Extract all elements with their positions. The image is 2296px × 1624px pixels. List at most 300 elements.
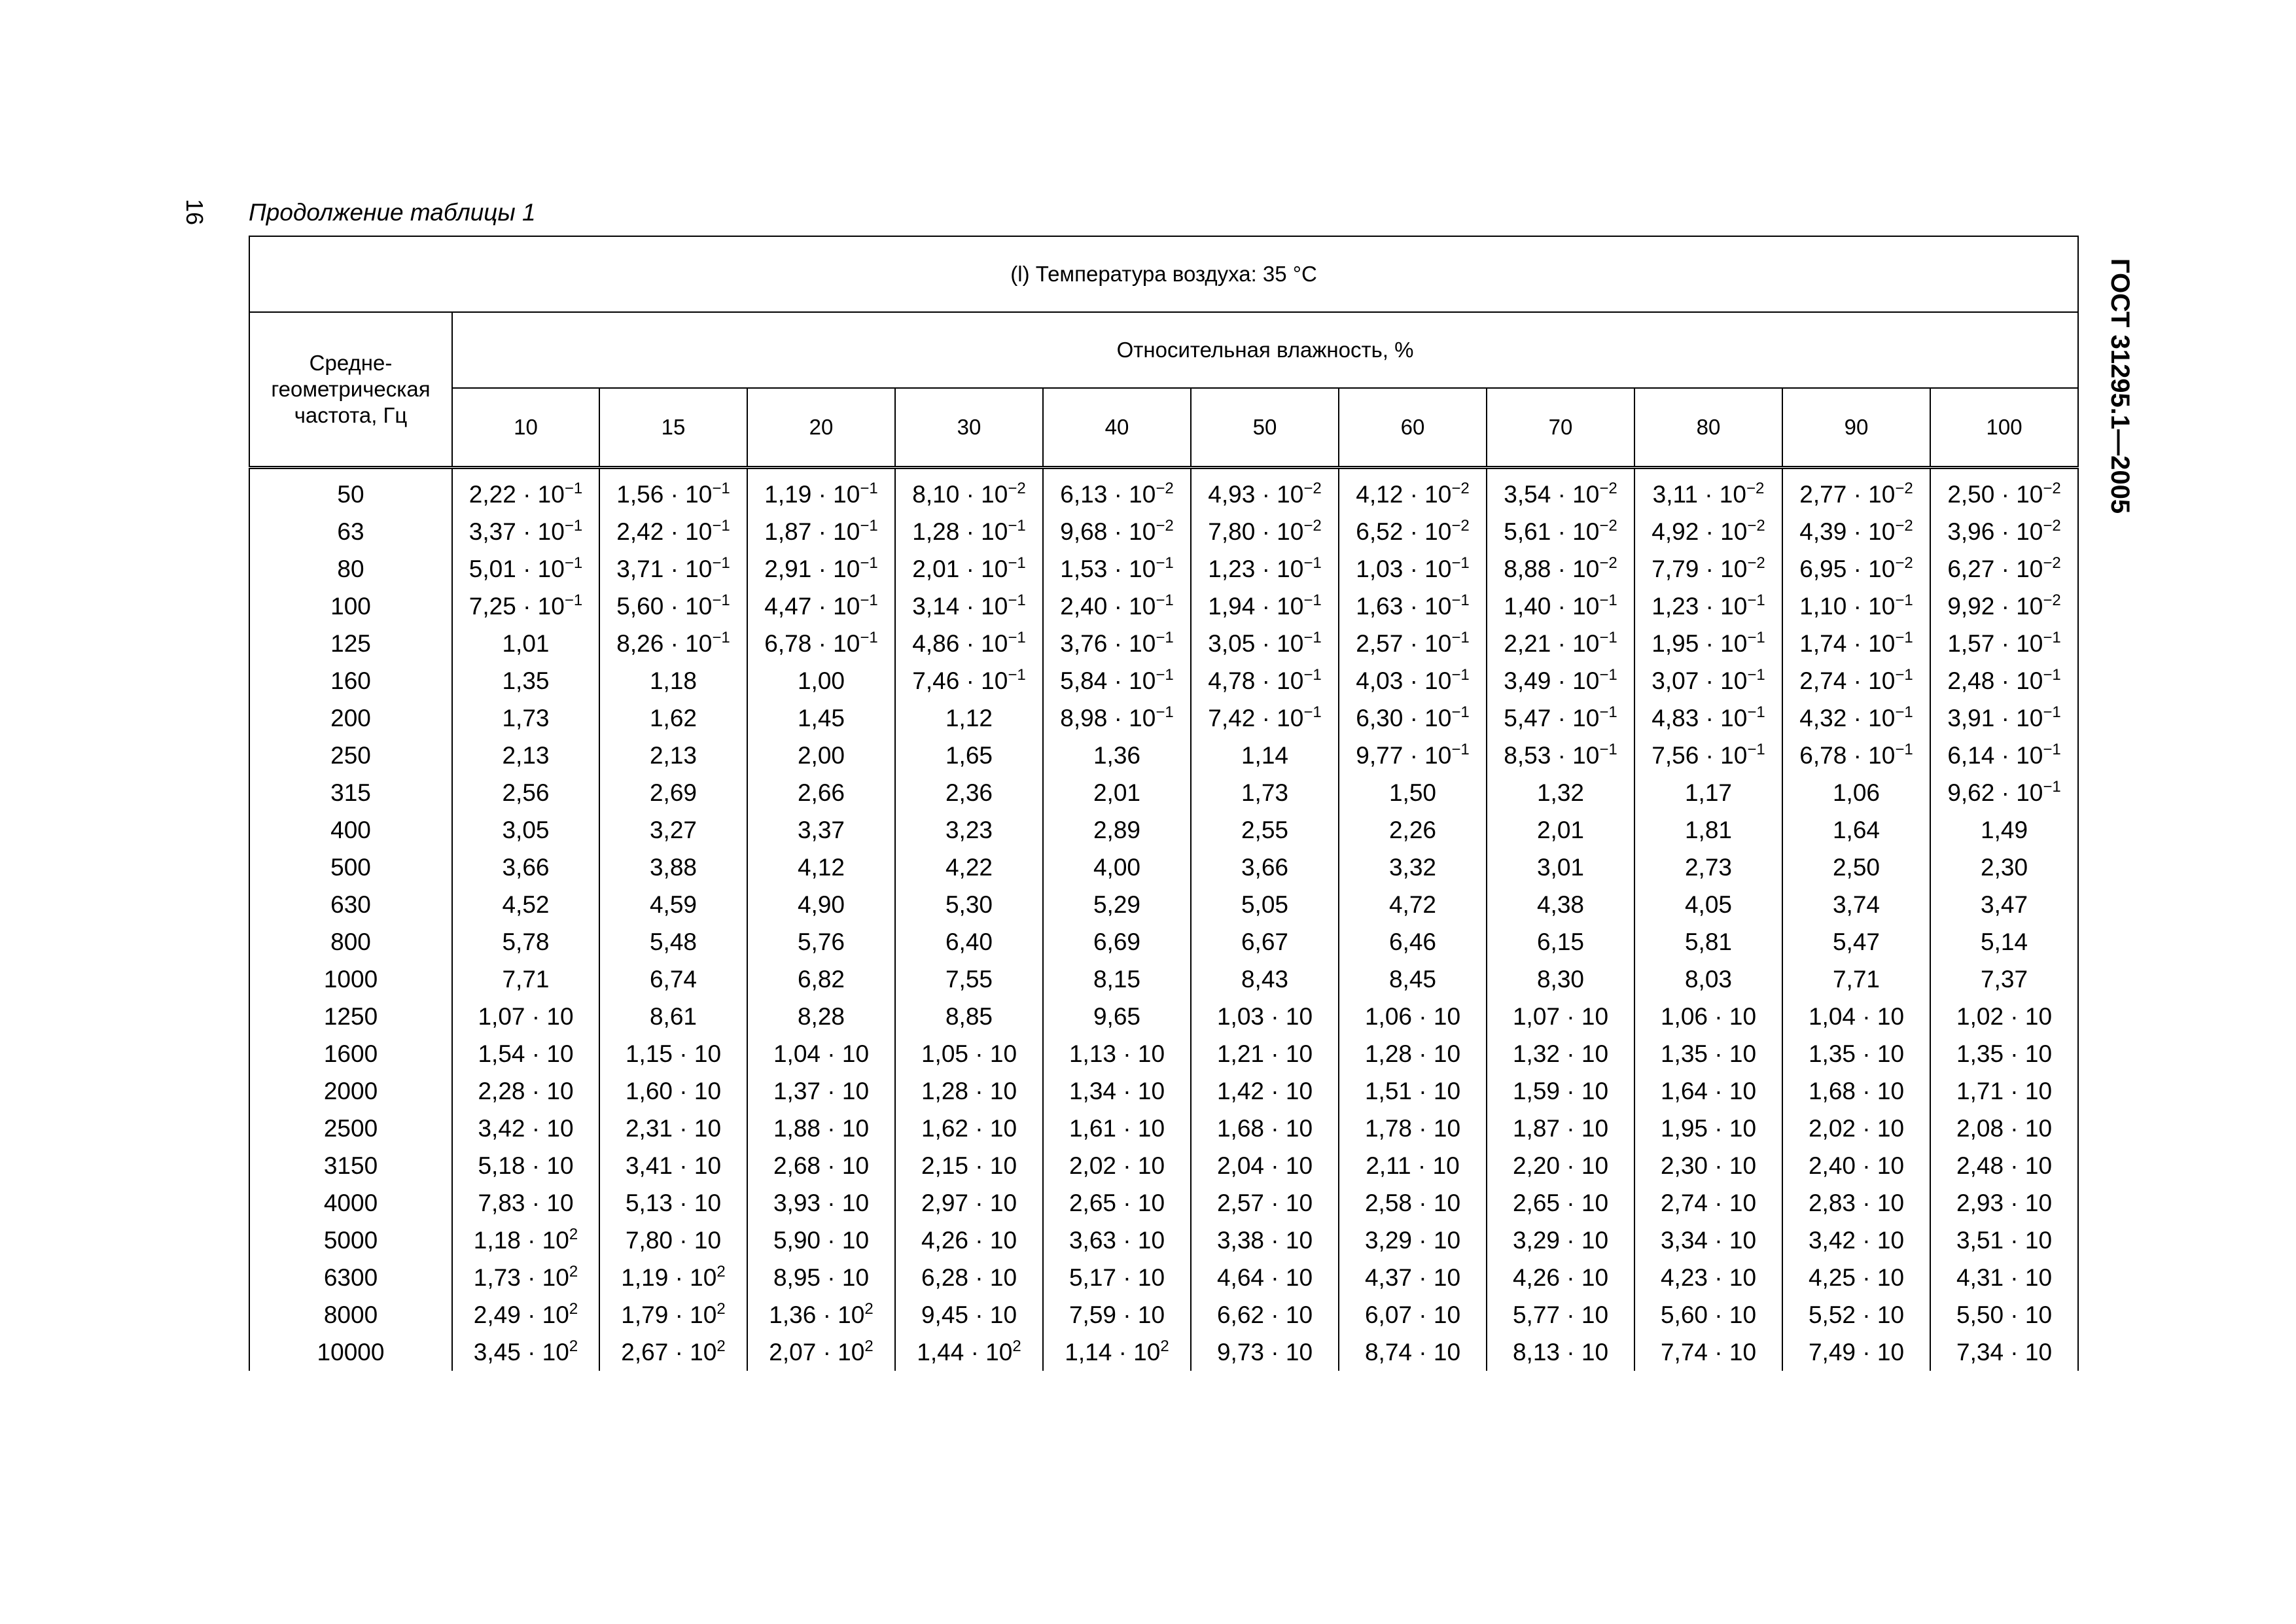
value-cell: 2,56 (452, 774, 599, 811)
value-cell: 2,65 · 10 (1487, 1184, 1634, 1222)
value-cell: 1,59 · 10 (1487, 1072, 1634, 1110)
humidity-column-header: 20 (747, 388, 895, 468)
value-cell: $3,76 \cdot 10^{-1}$ (1043, 625, 1191, 662)
value-cell: 2,74 · 10 (1634, 1184, 1782, 1222)
value-cell: $9,62 \cdot 10^{-1}$ (1930, 774, 2078, 811)
value-cell: $9,77 \cdot 10^{-1}$ (1339, 737, 1487, 774)
value-cell: 1,32 · 10 (1487, 1035, 1634, 1072)
table-row (249, 1110, 2078, 1147)
value-cell: 3,93 · 10 (747, 1184, 895, 1222)
value-cell: $3,45 \cdot 10^2$ (452, 1333, 599, 1371)
value-cell: 4,23 · 10 (1634, 1259, 1782, 1296)
value-cell: 3,05 (452, 811, 599, 849)
value-cell: $1,03 \cdot 10^{-1}$ (1339, 550, 1487, 588)
value-cell: 1,88 · 10 (747, 1110, 895, 1147)
value-cell: $2,21 \cdot 10^{-1}$ (1487, 625, 1634, 662)
value-cell: 1,05 · 10 (895, 1035, 1043, 1072)
value-cell: 5,77 · 10 (1487, 1296, 1634, 1333)
value-cell: $1,14 \cdot 10^2$ (1043, 1333, 1191, 1371)
value-cell: 2,02 · 10 (1043, 1147, 1191, 1184)
value-cell: $3,07 \cdot 10^{-1}$ (1634, 662, 1782, 699)
value-cell: 3,29 · 10 (1487, 1222, 1634, 1259)
value-cell: 2,40 · 10 (1782, 1147, 1930, 1184)
value-cell: $4,78 \cdot 10^{-1}$ (1191, 662, 1339, 699)
value-cell: 6,69 (1043, 923, 1191, 961)
value-cell: 1,60 · 10 (599, 1072, 747, 1110)
value-cell: 5,76 (747, 923, 895, 961)
value-cell: 4,25 · 10 (1782, 1259, 1930, 1296)
humidity-column-header: 15 (599, 388, 747, 468)
frequency-cell: 1000 (249, 961, 452, 998)
value-cell: $9,92 \cdot 10^{-2}$ (1930, 588, 2078, 625)
value-cell: 1,15 · 10 (599, 1035, 747, 1072)
value-cell: 6,07 · 10 (1339, 1296, 1487, 1333)
value-cell: 7,59 · 10 (1043, 1296, 1191, 1333)
value-cell: $1,36 \cdot 10^2$ (747, 1296, 895, 1333)
value-cell: 2,00 (747, 737, 895, 774)
value-cell: $3,05 \cdot 10^{-1}$ (1191, 625, 1339, 662)
value-cell: 1,50 (1339, 774, 1487, 811)
frequency-cell: 160 (249, 662, 452, 699)
value-cell: 1,62 · 10 (895, 1110, 1043, 1147)
value-cell: 8,28 (747, 998, 895, 1035)
value-cell: $1,87 \cdot 10^{-1}$ (747, 513, 895, 550)
value-cell: $5,84 \cdot 10^{-1}$ (1043, 662, 1191, 699)
value-cell: 8,95 · 10 (747, 1259, 895, 1296)
frequency-cell: 3150 (249, 1147, 452, 1184)
value-cell: 7,83 · 10 (452, 1184, 599, 1222)
table-row (249, 1222, 2078, 1259)
value-cell: 4,26 · 10 (895, 1222, 1043, 1259)
value-cell: 2,13 (452, 737, 599, 774)
table-row (249, 811, 2078, 849)
value-cell: 1,14 (1191, 737, 1339, 774)
value-cell: 3,29 · 10 (1339, 1222, 1487, 1259)
value-cell: $4,86 \cdot 10^{-1}$ (895, 625, 1043, 662)
value-cell: $3,96 \cdot 10^{-2}$ (1930, 513, 2078, 550)
value-cell: 7,55 (895, 961, 1043, 998)
value-cell: $5,60 \cdot 10^{-1}$ (599, 588, 747, 625)
value-cell: 3,42 · 10 (452, 1110, 599, 1147)
value-cell: 2,20 · 10 (1487, 1147, 1634, 1184)
table-row (249, 699, 2078, 737)
value-cell: 3,23 (895, 811, 1043, 849)
value-cell: 5,47 (1782, 923, 1930, 961)
value-cell: 1,28 · 10 (895, 1072, 1043, 1110)
frequency-cell: 800 (249, 923, 452, 961)
value-cell: 1,78 · 10 (1339, 1110, 1487, 1147)
value-cell: 2,69 (599, 774, 747, 811)
value-cell: $8,53 \cdot 10^{-1}$ (1487, 737, 1634, 774)
value-cell: 5,30 (895, 886, 1043, 923)
value-cell: 1,06 · 10 (1339, 998, 1487, 1035)
value-cell: 4,38 (1487, 886, 1634, 923)
value-cell: 6,28 · 10 (895, 1259, 1043, 1296)
frequency-cell: 5000 (249, 1222, 452, 1259)
value-cell: $1,57 \cdot 10^{-1}$ (1930, 625, 2078, 662)
table-caption: Продолжение таблицы 1 (249, 199, 536, 226)
value-cell: $2,07 \cdot 10^2$ (747, 1333, 895, 1371)
value-cell: 2,58 · 10 (1339, 1184, 1487, 1222)
value-cell: $1,28 \cdot 10^{-1}$ (895, 513, 1043, 550)
value-cell: $7,80 \cdot 10^{-2}$ (1191, 513, 1339, 550)
value-cell: 7,71 (452, 961, 599, 998)
value-cell: 3,42 · 10 (1782, 1222, 1930, 1259)
value-cell: 5,48 (599, 923, 747, 961)
value-cell: 1,35 · 10 (1930, 1035, 2078, 1072)
value-cell: 4,59 (599, 886, 747, 923)
humidity-column-header: 40 (1043, 388, 1191, 468)
value-cell: 1,61 · 10 (1043, 1110, 1191, 1147)
value-cell: 6,82 (747, 961, 895, 998)
table-row (249, 849, 2078, 886)
value-cell: $3,11 \cdot 10^{-2}$ (1634, 476, 1782, 513)
value-cell: $1,44 \cdot 10^2$ (895, 1333, 1043, 1371)
value-cell: 5,81 (1634, 923, 1782, 961)
value-cell: $4,03 \cdot 10^{-1}$ (1339, 662, 1487, 699)
value-cell: 6,40 (895, 923, 1043, 961)
value-cell: $8,88 \cdot 10^{-2}$ (1487, 550, 1634, 588)
value-cell: 4,31 · 10 (1930, 1259, 2078, 1296)
value-cell: 1,01 (452, 625, 599, 662)
value-cell: 8,13 · 10 (1487, 1333, 1634, 1371)
value-cell: 1,07 · 10 (1487, 998, 1634, 1035)
value-cell: 2,26 (1339, 811, 1487, 849)
value-cell: 5,17 · 10 (1043, 1259, 1191, 1296)
frequency-cell: 8000 (249, 1296, 452, 1333)
value-cell: $1,53 \cdot 10^{-1}$ (1043, 550, 1191, 588)
value-cell: 1,68 · 10 (1191, 1110, 1339, 1147)
value-cell: 5,14 (1930, 923, 2078, 961)
value-cell: 1,06 (1782, 774, 1930, 811)
table-row (249, 774, 2078, 811)
value-cell: $4,39 \cdot 10^{-2}$ (1782, 513, 1930, 550)
value-cell: 2,73 (1634, 849, 1782, 886)
value-cell: $7,79 \cdot 10^{-2}$ (1634, 550, 1782, 588)
value-cell: 1,51 · 10 (1339, 1072, 1487, 1110)
frequency-cell: 4000 (249, 1184, 452, 1222)
value-cell: 1,18 (599, 662, 747, 699)
table-title: (l) Температура воздуха: 35 °С (249, 236, 2078, 312)
value-cell: 1,81 (1634, 811, 1782, 849)
value-cell: 2,15 · 10 (895, 1147, 1043, 1184)
frequency-cell: 1600 (249, 1035, 452, 1072)
value-cell: 1,17 (1634, 774, 1782, 811)
value-cell: 2,01 (1487, 811, 1634, 849)
value-cell: 1,04 · 10 (747, 1035, 895, 1072)
table-row (249, 1072, 2078, 1110)
document-code: ГОСТ 31295.1—2005 (2106, 258, 2134, 514)
value-cell: $4,83 \cdot 10^{-1}$ (1634, 699, 1782, 737)
frequency-cell: 10000 (249, 1333, 452, 1371)
page-number: 16 (181, 198, 208, 226)
value-cell: 8,03 (1634, 961, 1782, 998)
humidity-column-header: 30 (895, 388, 1043, 468)
value-cell: 1,36 (1043, 737, 1191, 774)
table-row (249, 886, 2078, 923)
value-cell: 2,93 · 10 (1930, 1184, 2078, 1222)
table-row (249, 662, 2078, 699)
value-cell: 3,38 · 10 (1191, 1222, 1339, 1259)
humidity-header: Относительная влажность, % (452, 312, 2078, 388)
frequency-cell: 2500 (249, 1110, 452, 1147)
value-cell: $2,42 \cdot 10^{-1}$ (599, 513, 747, 550)
value-cell: $4,92 \cdot 10^{-2}$ (1634, 513, 1782, 550)
value-cell: 2,30 · 10 (1634, 1147, 1782, 1184)
value-cell: 5,60 · 10 (1634, 1296, 1782, 1333)
value-cell: 2,11 · 10 (1339, 1147, 1487, 1184)
value-cell: 7,34 · 10 (1930, 1333, 2078, 1371)
value-cell: 2,08 · 10 (1930, 1110, 2078, 1147)
value-cell: 6,15 (1487, 923, 1634, 961)
humidity-column-header: 60 (1339, 388, 1487, 468)
value-cell: 5,05 (1191, 886, 1339, 923)
value-cell: 8,85 (895, 998, 1043, 1035)
value-cell: 9,65 (1043, 998, 1191, 1035)
value-cell: 5,50 · 10 (1930, 1296, 2078, 1333)
value-cell: $3,54 \cdot 10^{-2}$ (1487, 476, 1634, 513)
value-cell: 3,01 (1487, 849, 1634, 886)
frequency-cell: 400 (249, 811, 452, 849)
value-cell: $6,78 \cdot 10^{-1}$ (747, 625, 895, 662)
value-cell: 1,28 · 10 (1339, 1035, 1487, 1072)
frequency-cell: 200 (249, 699, 452, 737)
value-cell: $6,27 \cdot 10^{-2}$ (1930, 550, 2078, 588)
value-cell: 4,37 · 10 (1339, 1259, 1487, 1296)
value-cell: $6,13 \cdot 10^{-2}$ (1043, 476, 1191, 513)
table-row (249, 1147, 2078, 1184)
value-cell: 3,37 (747, 811, 895, 849)
value-cell: 5,29 (1043, 886, 1191, 923)
value-cell: 2,28 · 10 (452, 1072, 599, 1110)
value-cell: 7,71 (1782, 961, 1930, 998)
table-row (249, 513, 2078, 550)
value-cell: 8,45 (1339, 961, 1487, 998)
humidity-column-header: 70 (1487, 388, 1634, 468)
value-cell: 5,13 · 10 (599, 1184, 747, 1222)
value-cell: $1,19 \cdot 10^2$ (599, 1259, 747, 1296)
value-cell: 7,37 (1930, 961, 2078, 998)
value-cell: $1,18 \cdot 10^2$ (452, 1222, 599, 1259)
value-cell: $5,61 \cdot 10^{-2}$ (1487, 513, 1634, 550)
value-cell: 4,26 · 10 (1487, 1259, 1634, 1296)
value-cell: $1,63 \cdot 10^{-1}$ (1339, 588, 1487, 625)
table-row (249, 476, 2078, 513)
value-cell: 7,49 · 10 (1782, 1333, 1930, 1371)
table-row (249, 1333, 2078, 1371)
value-cell: $4,47 \cdot 10^{-1}$ (747, 588, 895, 625)
value-cell: 5,78 (452, 923, 599, 961)
frequency-cell: 315 (249, 774, 452, 811)
value-cell: $1,40 \cdot 10^{-1}$ (1487, 588, 1634, 625)
value-cell: 6,46 (1339, 923, 1487, 961)
value-cell: 4,64 · 10 (1191, 1259, 1339, 1296)
value-cell: 1,12 (895, 699, 1043, 737)
value-cell: $5,47 \cdot 10^{-1}$ (1487, 699, 1634, 737)
value-cell: $2,48 \cdot 10^{-1}$ (1930, 662, 2078, 699)
value-cell: 2,30 (1930, 849, 2078, 886)
value-cell: 1,65 (895, 737, 1043, 774)
value-cell: $1,79 \cdot 10^2$ (599, 1296, 747, 1333)
value-cell: 1,06 · 10 (1634, 998, 1782, 1035)
value-cell: 5,18 · 10 (452, 1147, 599, 1184)
value-cell: 1,73 (452, 699, 599, 737)
value-cell: $2,40 \cdot 10^{-1}$ (1043, 588, 1191, 625)
value-cell: $6,14 \cdot 10^{-1}$ (1930, 737, 2078, 774)
value-cell: 4,90 (747, 886, 895, 923)
value-cell: $6,78 \cdot 10^{-1}$ (1782, 737, 1930, 774)
value-cell: $3,49 \cdot 10^{-1}$ (1487, 662, 1634, 699)
table-row (249, 923, 2078, 961)
value-cell: 1,13 · 10 (1043, 1035, 1191, 1072)
value-cell: $7,42 \cdot 10^{-1}$ (1191, 699, 1339, 737)
frequency-cell: 125 (249, 625, 452, 662)
value-cell: 2,66 (747, 774, 895, 811)
value-cell: 4,05 (1634, 886, 1782, 923)
value-cell: $1,19 \cdot 10^{-1}$ (747, 476, 895, 513)
value-cell: 1,64 · 10 (1634, 1072, 1782, 1110)
value-cell: 2,50 (1782, 849, 1930, 886)
value-cell: 2,55 (1191, 811, 1339, 849)
value-cell: $1,94 \cdot 10^{-1}$ (1191, 588, 1339, 625)
table-row (249, 1035, 2078, 1072)
value-cell: 4,52 (452, 886, 599, 923)
value-cell: $7,46 \cdot 10^{-1}$ (895, 662, 1043, 699)
value-cell: $2,49 \cdot 10^2$ (452, 1296, 599, 1333)
value-cell: 3,32 (1339, 849, 1487, 886)
value-cell: $3,37 \cdot 10^{-1}$ (452, 513, 599, 550)
frequency-cell: 250 (249, 737, 452, 774)
value-cell: $1,74 \cdot 10^{-1}$ (1782, 625, 1930, 662)
value-cell: 2,83 · 10 (1782, 1184, 1930, 1222)
value-cell: 3,41 · 10 (599, 1147, 747, 1184)
value-cell: 2,48 · 10 (1930, 1147, 2078, 1184)
value-cell: $2,91 \cdot 10^{-1}$ (747, 550, 895, 588)
value-cell: $7,56 \cdot 10^{-1}$ (1634, 737, 1782, 774)
frequency-cell: 1250 (249, 998, 452, 1035)
value-cell: 1,45 (747, 699, 895, 737)
table-row (249, 1184, 2078, 1222)
humidity-column-header: 100 (1930, 388, 2078, 468)
value-cell: 2,31 · 10 (599, 1110, 747, 1147)
value-cell: $3,71 \cdot 10^{-1}$ (599, 550, 747, 588)
value-cell: 1,04 · 10 (1782, 998, 1930, 1035)
value-cell: $6,30 \cdot 10^{-1}$ (1339, 699, 1487, 737)
value-cell: 2,97 · 10 (895, 1184, 1043, 1222)
value-cell: 7,74 · 10 (1634, 1333, 1782, 1371)
value-cell: $2,22 \cdot 10^{-1}$ (452, 476, 599, 513)
value-cell: 1,49 (1930, 811, 2078, 849)
value-cell: $1,23 \cdot 10^{-1}$ (1634, 588, 1782, 625)
frequency-cell: 63 (249, 513, 452, 550)
value-cell: $5,01 \cdot 10^{-1}$ (452, 550, 599, 588)
value-cell: 8,74 · 10 (1339, 1333, 1487, 1371)
value-cell: 4,12 (747, 849, 895, 886)
value-cell: $9,68 \cdot 10^{-2}$ (1043, 513, 1191, 550)
value-cell: 8,30 (1487, 961, 1634, 998)
value-cell: 1,95 · 10 (1634, 1110, 1782, 1147)
value-cell: 3,34 · 10 (1634, 1222, 1782, 1259)
humidity-column-header: 80 (1634, 388, 1782, 468)
value-cell: 2,68 · 10 (747, 1147, 895, 1184)
value-cell: 6,67 (1191, 923, 1339, 961)
value-cell: 8,43 (1191, 961, 1339, 998)
frequency-cell: 630 (249, 886, 452, 923)
value-cell: $4,32 \cdot 10^{-1}$ (1782, 699, 1930, 737)
value-cell: 1,32 (1487, 774, 1634, 811)
value-cell: $8,26 \cdot 10^{-1}$ (599, 625, 747, 662)
value-cell: 1,35 (452, 662, 599, 699)
table-row (249, 1296, 2078, 1333)
value-cell: 3,63 · 10 (1043, 1222, 1191, 1259)
value-cell: 1,02 · 10 (1930, 998, 2078, 1035)
value-cell: 6,74 (599, 961, 747, 998)
value-cell: $7,25 \cdot 10^{-1}$ (452, 588, 599, 625)
value-cell: $4,12 \cdot 10^{-2}$ (1339, 476, 1487, 513)
value-cell: 4,00 (1043, 849, 1191, 886)
value-cell: $3,91 \cdot 10^{-1}$ (1930, 699, 2078, 737)
value-cell: 7,80 · 10 (599, 1222, 747, 1259)
value-cell: 2,02 · 10 (1782, 1110, 1930, 1147)
value-cell: 2,65 · 10 (1043, 1184, 1191, 1222)
value-cell: 1,64 (1782, 811, 1930, 849)
value-cell: $1,23 \cdot 10^{-1}$ (1191, 550, 1339, 588)
value-cell: $1,56 \cdot 10^{-1}$ (599, 476, 747, 513)
value-cell: $2,77 \cdot 10^{-2}$ (1782, 476, 1930, 513)
humidity-column-header: 10 (452, 388, 599, 468)
value-cell: $1,95 \cdot 10^{-1}$ (1634, 625, 1782, 662)
value-cell: 1,35 · 10 (1634, 1035, 1782, 1072)
value-cell: $2,74 \cdot 10^{-1}$ (1782, 662, 1930, 699)
value-cell: 8,61 (599, 998, 747, 1035)
table-row (249, 737, 2078, 774)
frequency-header: Средне- геометрическая частота, Гц (249, 312, 452, 468)
frequency-cell: 80 (249, 550, 452, 588)
humidity-column-header: 90 (1782, 388, 1930, 468)
value-cell: 1,54 · 10 (452, 1035, 599, 1072)
value-cell: 1,71 · 10 (1930, 1072, 2078, 1110)
value-cell: $6,52 \cdot 10^{-2}$ (1339, 513, 1487, 550)
value-cell: $3,14 \cdot 10^{-1}$ (895, 588, 1043, 625)
value-cell: 2,57 · 10 (1191, 1184, 1339, 1222)
value-cell: 5,52 · 10 (1782, 1296, 1930, 1333)
table-row (249, 550, 2078, 588)
value-cell: 3,27 (599, 811, 747, 849)
attenuation-table (249, 236, 2079, 1371)
value-cell: 2,36 (895, 774, 1043, 811)
value-cell: 1,37 · 10 (747, 1072, 895, 1110)
value-cell: $2,01 \cdot 10^{-1}$ (895, 550, 1043, 588)
value-cell: 1,34 · 10 (1043, 1072, 1191, 1110)
value-cell: $6,95 \cdot 10^{-2}$ (1782, 550, 1930, 588)
value-cell: 2,01 (1043, 774, 1191, 811)
value-cell: 3,66 (452, 849, 599, 886)
value-cell: 1,07 · 10 (452, 998, 599, 1035)
value-cell: $2,67 \cdot 10^2$ (599, 1333, 747, 1371)
value-cell: $2,50 \cdot 10^{-2}$ (1930, 476, 2078, 513)
value-cell: 1,00 (747, 662, 895, 699)
frequency-cell: 500 (249, 849, 452, 886)
value-cell: 1,62 (599, 699, 747, 737)
value-cell: 3,74 (1782, 886, 1930, 923)
value-cell: 3,51 · 10 (1930, 1222, 2078, 1259)
value-cell: 2,13 (599, 737, 747, 774)
table-row (249, 961, 2078, 998)
value-cell: 9,73 · 10 (1191, 1333, 1339, 1371)
value-cell: 1,21 · 10 (1191, 1035, 1339, 1072)
value-cell: 9,45 · 10 (895, 1296, 1043, 1333)
value-cell: 2,89 (1043, 811, 1191, 849)
